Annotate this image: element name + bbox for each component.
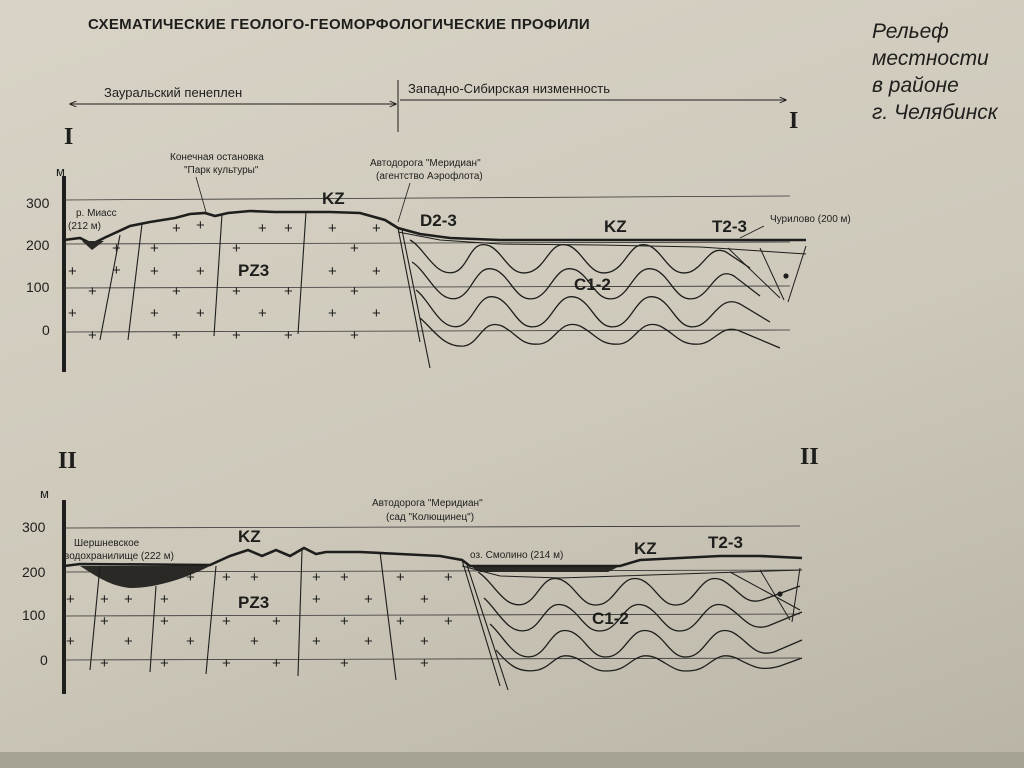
river-miass-elevation: (212 м) — [68, 221, 101, 232]
svg-text:+: + — [364, 633, 373, 650]
svg-text:+: + — [396, 569, 405, 586]
side-caption-line: местности — [872, 47, 989, 70]
svg-text:+: + — [272, 613, 281, 630]
svg-text:+: + — [272, 655, 281, 672]
river-miass-fill — [82, 241, 104, 250]
elevation-gridlines — [64, 526, 800, 660]
svg-text:+: + — [372, 220, 381, 237]
svg-text:+: + — [66, 633, 75, 650]
svg-text:+: + — [312, 633, 321, 650]
svg-text:+: + — [196, 263, 205, 280]
reservoir-label: Шершневское — [74, 538, 140, 549]
svg-text:+: + — [150, 240, 159, 257]
unit-kz-label: KZ — [604, 217, 627, 236]
y-tick-100: 100 — [22, 607, 46, 623]
unit-kz-label: KZ — [238, 527, 261, 546]
stop-label: Конечная остановка — [170, 152, 264, 163]
unit-pz3-label: PZ3 — [238, 593, 270, 612]
side-caption-line: г. Челябинск — [872, 101, 998, 124]
unit-d23-label: D2-3 — [420, 211, 457, 230]
svg-text:+: + — [232, 327, 241, 344]
profile-1 — [26, 80, 851, 372]
svg-text:+: + — [150, 263, 159, 280]
y-tick-200: 200 — [22, 564, 46, 580]
unit-t23-label: T2-3 — [712, 217, 747, 236]
svg-text:+: + — [124, 633, 133, 650]
svg-text:+: + — [350, 327, 359, 344]
side-caption-line: в районе — [872, 74, 959, 97]
region-right-label: Западно-Сибирская низменность — [408, 81, 611, 96]
profile-1-roman-right: I — [789, 108, 799, 134]
svg-text:+: + — [350, 240, 359, 257]
svg-text:+: + — [100, 613, 109, 630]
svg-text:+: + — [196, 305, 205, 322]
svg-text:+: + — [124, 591, 133, 608]
svg-text:+: + — [232, 283, 241, 300]
svg-text:+: + — [258, 220, 267, 237]
svg-text:+: + — [258, 305, 267, 322]
road-label-sub: (сад "Колющинец") — [386, 512, 475, 523]
profile-1-roman-left: I — [64, 124, 74, 150]
village-label: Чурилово (200 м) — [770, 214, 851, 225]
river-miass-label: р. Миасс — [76, 208, 117, 219]
svg-text:+: + — [340, 655, 349, 672]
stop-leader — [196, 177, 206, 212]
svg-text:+: + — [312, 591, 321, 608]
unit-c12-label: C1-2 — [592, 609, 629, 628]
svg-text:+: + — [372, 305, 381, 322]
svg-text:+: + — [328, 263, 337, 280]
unit-t23-label: T2-3 — [708, 533, 743, 552]
svg-text:+: + — [250, 569, 259, 586]
svg-text:+: + — [88, 327, 97, 344]
y-tick-300: 300 — [22, 519, 46, 535]
svg-text:+: + — [186, 633, 195, 650]
svg-text:+: + — [444, 569, 453, 586]
svg-text:+: + — [160, 655, 169, 672]
ground-surface — [64, 548, 802, 566]
unit-kz-label: KZ — [634, 539, 657, 558]
svg-text:+: + — [232, 240, 241, 257]
unit-c12-label: C1-2 — [574, 275, 611, 294]
folded-strata — [478, 572, 802, 671]
stop-label-name: "Парк культуры" — [184, 165, 259, 176]
svg-text:+: + — [66, 591, 75, 608]
svg-text:+: + — [284, 327, 293, 344]
unit-pz3-label: PZ3 — [238, 261, 270, 280]
svg-text:+: + — [444, 613, 453, 630]
svg-text:+: + — [312, 569, 321, 586]
svg-text:+: + — [420, 655, 429, 672]
svg-text:+: + — [160, 591, 169, 608]
svg-text:+: + — [100, 655, 109, 672]
svg-text:+: + — [284, 220, 293, 237]
borehole-dot — [777, 591, 782, 596]
svg-text:+: + — [68, 263, 77, 280]
svg-text:+: + — [340, 569, 349, 586]
svg-text:+: + — [350, 283, 359, 300]
svg-text:+: + — [250, 633, 259, 650]
y-unit: м — [56, 164, 65, 179]
page-bottom-edge — [0, 752, 1024, 768]
svg-text:+: + — [172, 220, 181, 237]
svg-text:+: + — [172, 283, 181, 300]
y-tick-0: 0 — [42, 322, 50, 338]
y-tick-100: 100 — [26, 279, 50, 295]
svg-text:+: + — [222, 569, 231, 586]
road-leader — [398, 183, 410, 222]
lake-label: оз. Смолино (214 м) — [470, 550, 564, 561]
svg-text:+: + — [328, 305, 337, 322]
svg-text:+: + — [88, 283, 97, 300]
y-tick-200: 200 — [26, 237, 50, 253]
side-caption-line: Рельеф — [872, 20, 949, 43]
svg-text:+: + — [420, 633, 429, 650]
svg-text:+: + — [68, 305, 77, 322]
page-title: СХЕМАТИЧЕСКИЕ ГЕОЛОГО-ГЕОМОРФОЛОГИЧЕСКИЕ ПРОФИЛИ — [88, 16, 590, 33]
svg-text:+: + — [186, 569, 195, 586]
profile-2-roman-right: II — [800, 444, 819, 470]
y-tick-300: 300 — [26, 195, 50, 211]
y-unit: м — [40, 486, 49, 501]
profile-2-roman-left: II — [58, 448, 77, 474]
svg-text:+: + — [284, 283, 293, 300]
road-label: Автодорога "Меридиан" — [372, 498, 483, 509]
svg-text:+: + — [150, 305, 159, 322]
svg-text:+: + — [172, 327, 181, 344]
road-label: Автодорога "Меридиан" — [370, 158, 481, 169]
reservoir-elevation: водохранилище (222 м) — [64, 551, 174, 562]
road-label-sub: (агентство Аэрофлота) — [376, 171, 483, 182]
svg-text:+: + — [396, 613, 405, 630]
svg-text:+: + — [112, 262, 121, 279]
svg-text:+: + — [328, 220, 337, 237]
svg-text:+: + — [420, 591, 429, 608]
profile-2 — [22, 444, 819, 694]
svg-text:+: + — [222, 655, 231, 672]
granite-crosses — [68, 217, 381, 344]
y-tick-0: 0 — [40, 652, 48, 668]
svg-text:+: + — [340, 613, 349, 630]
svg-text:+: + — [112, 240, 121, 257]
svg-text:+: + — [372, 263, 381, 280]
borehole-dot — [783, 273, 788, 278]
triassic-graben — [728, 246, 806, 302]
svg-text:+: + — [364, 591, 373, 608]
unit-kz-label: KZ — [322, 189, 345, 208]
folded-strata — [410, 240, 780, 348]
svg-text:+: + — [196, 217, 205, 234]
svg-text:+: + — [222, 613, 231, 630]
svg-text:+: + — [100, 591, 109, 608]
region-left-label: Зауральский пенеплен — [104, 85, 243, 100]
svg-text:+: + — [160, 613, 169, 630]
